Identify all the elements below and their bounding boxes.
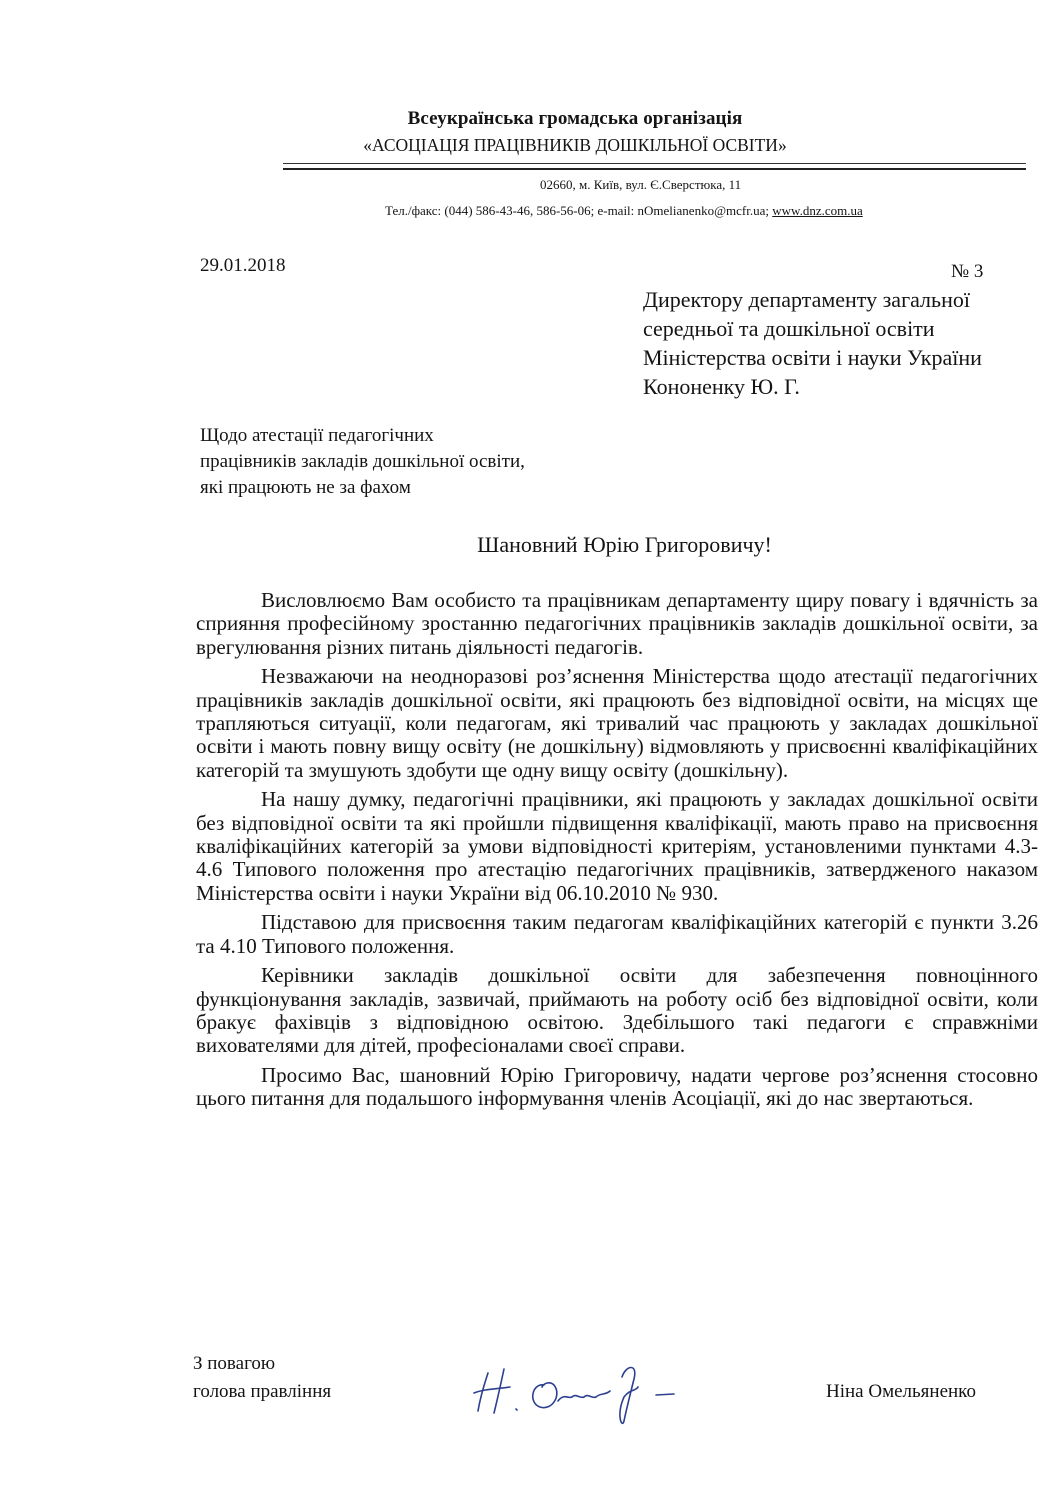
recipient-line: Міністерства освіти і науки України [643, 345, 982, 370]
website-link[interactable]: www.dnz.com.ua [772, 203, 863, 218]
header-rule-thin [283, 163, 1026, 164]
contacts-text: Тел./факс: (044) 586-43-46, 586-56-06; e-mail: nOmelianenko@mcfr.ua; [385, 203, 773, 218]
recipient-line: Кононенку Ю. Г. [643, 374, 800, 399]
recipient-block [643, 285, 982, 401]
recipient-line: Директору департаменту загальної [643, 287, 970, 312]
org-address: 02660, м. Київ, вул. Є.Сверстюка, 11 [540, 177, 742, 192]
letter-date: 29.01.2018 [200, 255, 286, 276]
body-paragraph: На нашу думку, педагогічні працівники, які працюють у закладах дошкільної освіти без відповідної освіти та які пройшли підвищення кваліфікації, мають право на присвоєння кваліфікаційних категорій за умови відповідності критеріям, установленими пунктами 4.3-4.6 Типового положення про атестацію педагогічних працівників, затвердженого наказом Міністерства освіти і науки України від 06.10.2010 № 930. [196, 787, 1038, 905]
greeting: Шановний Юрію Григоровичу! [477, 532, 772, 557]
recipient-line: середньої та дошкільної освіти [643, 316, 935, 341]
subject-line: Щодо атестації педагогічних [200, 425, 434, 446]
header-rule-thick [283, 168, 1026, 170]
org-name: Всеукраїнська громадська організація [407, 108, 743, 129]
org-contacts [385, 203, 863, 219]
signer-name: Ніна Омельяненко [826, 1381, 976, 1402]
subject-block [200, 423, 525, 501]
letter-body [196, 589, 1038, 1117]
subject-line: які працюють не за фахом [200, 477, 411, 498]
subject-line: працівників закладів дошкільної освіти, [200, 451, 525, 472]
closing-position: голова правління [193, 1381, 332, 1402]
body-paragraph: Підставою для присвоєння таким педагогам кваліфікаційних категорій є пункти 3.26 та 4.10 Типового положення. [196, 910, 1038, 958]
handwritten-signature [470, 1355, 710, 1425]
closing-regards: З повагою [193, 1353, 276, 1374]
body-paragraph: Просимо Вас, шановний Юрію Григоровичу, надати чергове роз’яснення стосовно цього питання для подальшого інформування членів Асоціації, які до нас звертаються. [196, 1062, 1038, 1111]
body-paragraph: Керівники закладів дошкільної освіти для забезпечення повноцінного функціонування закладів, зазвичай, приймають на роботу осіб без відповідної освіти, коли бракує фахівців з відповідною освітою. Здебільшого такі педагоги є справжніми вихователями для дітей, професіоналами своєї справи. [196, 963, 1038, 1058]
letter-number: № 3 [951, 261, 984, 282]
body-paragraph: Висловлюємо Вам особисто та працівникам департаменту щиру повагу і вдячність за сприяння професійному зростанню педагогічних працівників закладів дошкільної освіти, за врегулювання різних питань діяльності педагогів. [196, 588, 1038, 659]
closing-block [193, 1350, 331, 1406]
org-association-name: «АСОЦІАЦІЯ ПРАЦІВНИКІВ ДОШКІЛЬНОЇ ОСВІТИ» [363, 135, 787, 155]
body-paragraph: Незважаючи на неодноразові роз’яснення Міністерства щодо атестації педагогічних працівників закладів дошкільної освіти, які працюють без відповідної освіти, на місцях ще трапляються ситуації, коли педагогам, які тривалий час працюють у закладах дошкільної освіти і мають повну вищу освіту (не дошкільну) відмовляють у присвоєнні кваліфікаційних категорій та змушують здобути ще одну вищу освіту (дошкільну). [196, 664, 1038, 782]
